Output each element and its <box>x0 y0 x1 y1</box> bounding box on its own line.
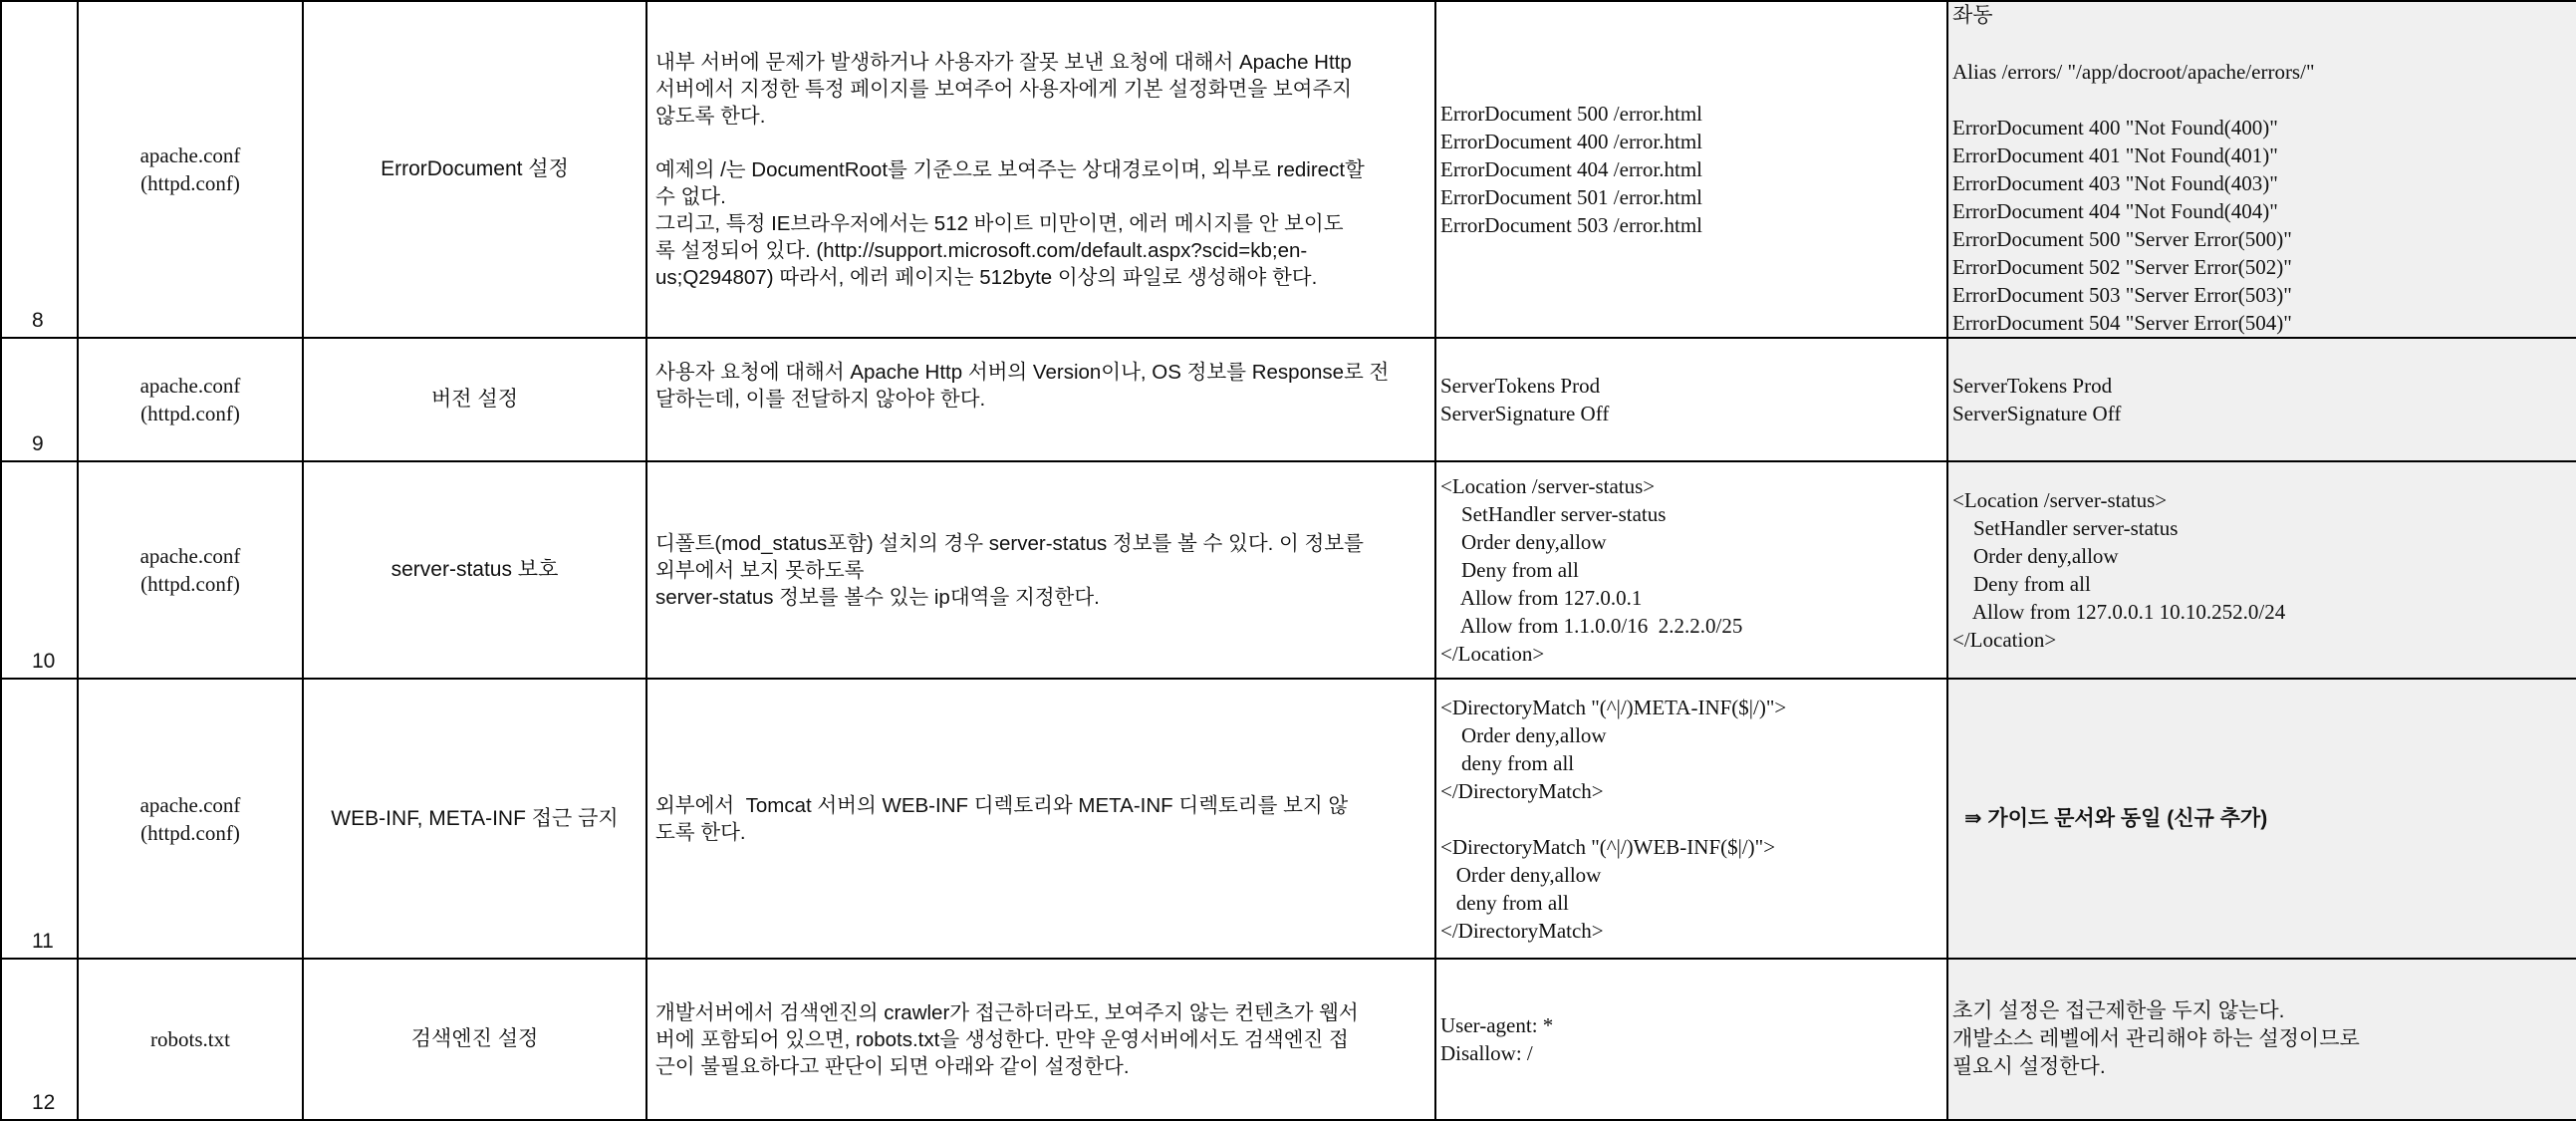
description-cell <box>646 1 1435 338</box>
current-line: Deny from all <box>1952 572 2091 596</box>
description-cell <box>646 679 1435 959</box>
config-file-line: apache.conf <box>139 143 241 167</box>
row-number: 10 <box>1 461 78 679</box>
guide-line: Order deny,allow <box>1440 722 1607 747</box>
guide-line: ErrorDocument 500 /error.html <box>1440 102 1703 126</box>
config-file-cell <box>78 959 303 1120</box>
guide-line: <Location /server-status> <box>1440 474 1656 498</box>
current-line: Alias /errors/ "/app/docroot/apache/errors/" <box>1952 60 2315 84</box>
description-line: 외부에서 보지 못하도록 <box>655 558 865 582</box>
same-as-guide-note: ⇛ 가이드 문서와 동일 (신규 추가) <box>1964 807 2268 830</box>
table-row <box>1 461 2576 679</box>
description-line: 않도록 한다. <box>655 104 766 128</box>
description-line: 달하는데, 이를 전달하지 않아야 한다. <box>655 388 986 411</box>
guide-line: Allow from 1.1.0.0/16 2.2.2.0/25 <box>1440 614 1743 638</box>
guide-line: ErrorDocument 400 /error.html <box>1440 130 1703 153</box>
description-line: server-status 정보를 볼수 있는 ip대역을 지정한다. <box>655 585 1100 609</box>
config-file-cell <box>78 679 303 959</box>
current-setting-cell <box>1947 338 2576 461</box>
description-line: 그리고, 특정 IE브라우저에서는 512 바이트 미만이면, 에러 메시지를 안 보이도 <box>655 211 1344 235</box>
guide-line: ServerTokens Prod <box>1440 374 1601 398</box>
config-file-line: (httpd.conf) <box>140 402 240 425</box>
description-line: 사용자 요청에 대해서 Apache Http 서버의 Version이나, OS 정보를 Response로 전 <box>655 361 1390 384</box>
config-file-cell <box>78 338 303 461</box>
guide-line: ErrorDocument 404 /error.html <box>1440 157 1703 181</box>
guide-line: </DirectoryMatch> <box>1440 778 1604 803</box>
current-setting-cell <box>1947 1 2576 338</box>
config-file-line: (httpd.conf) <box>140 572 240 596</box>
table-row <box>1 679 2576 959</box>
row-number: 9 <box>1 338 78 461</box>
description-line: 버에 포함되어 있으면, robots.txt을 생성한다. 만약 운영서버에서도 검색엔진 접 <box>655 1027 1349 1051</box>
current-line: 좌동 <box>1952 4 1993 27</box>
current-line: ErrorDocument 404 "Not Found(404)" <box>1952 199 2278 223</box>
guide-line: Disallow: / <box>1440 1041 1533 1065</box>
guide-line: </DirectoryMatch> <box>1440 918 1604 943</box>
guide-line: ServerSignature Off <box>1440 402 1610 425</box>
current-line: ErrorDocument 502 "Server Error(502)" <box>1952 255 2292 279</box>
config-file-line: apache.conf <box>139 544 241 568</box>
current-line: 필요시 설정한다. <box>1952 1055 2106 1078</box>
setting-title: WEB-INF, META-INF 접근 금지 <box>303 679 646 959</box>
current-line: 초기 설정은 접근제한을 두지 않는다. <box>1952 999 2285 1022</box>
setting-title: 검색엔진 설정 <box>303 959 646 1120</box>
guide-line: deny from all <box>1440 890 1569 915</box>
guide-line: </Location> <box>1440 642 1545 666</box>
description-line <box>655 130 1426 156</box>
config-file-line: apache.conf <box>139 792 241 817</box>
row-number: 11 <box>1 679 78 959</box>
description-line: 개발서버에서 검색엔진의 crawler가 접근하더라도, 보여주지 않는 컨텐츠가 웹서 <box>655 1000 1359 1024</box>
current-line <box>1952 86 2572 114</box>
description-line: 외부에서 Tomcat 서버의 WEB-INF 디렉토리와 META-INF 디렉토리를 보지 않 <box>655 793 1349 817</box>
guide-setting-cell <box>1435 338 1947 461</box>
config-file-line: (httpd.conf) <box>140 820 240 845</box>
current-setting-cell <box>1947 959 2576 1120</box>
guide-line: <DirectoryMatch "(^|/)META-INF($|/)"> <box>1440 695 1787 719</box>
guide-setting-cell <box>1435 1 1947 338</box>
guide-line: SetHandler server-status <box>1440 502 1667 526</box>
current-setting-cell <box>1947 461 2576 679</box>
table-row <box>1 338 2576 461</box>
guide-line: User-agent: * <box>1440 1013 1554 1037</box>
guide-setting-cell <box>1435 679 1947 959</box>
setting-title: ErrorDocument 설정 <box>303 1 646 338</box>
description-line: 디폴트(mod_status포함) 설치의 경우 server-status 정보를 볼 수 있다. 이 정보를 <box>655 531 1364 555</box>
description-line: us;Q294807) 따라서, 에러 페이지는 512byte 이상의 파일로 생성해야 한다. <box>655 265 1318 289</box>
current-line: ErrorDocument 504 "Server Error(504)" <box>1952 311 2292 335</box>
description-cell <box>646 338 1435 461</box>
config-file-cell <box>78 1 303 338</box>
config-file-line: robots.txt <box>150 1027 230 1051</box>
guide-line: Deny from all <box>1440 558 1579 582</box>
guide-line: Order deny,allow <box>1440 530 1607 554</box>
guide-line: ErrorDocument 501 /error.html <box>1440 185 1703 209</box>
table-row <box>1 959 2576 1120</box>
guide-setting-cell <box>1435 461 1947 679</box>
guide-line: Order deny,allow <box>1440 862 1602 887</box>
current-line: ErrorDocument 500 "Server Error(500)" <box>1952 227 2292 251</box>
description-line: 록 설정되어 있다. (http://support.microsoft.com/default.aspx?scid=kb;en- <box>655 238 1308 262</box>
config-file-line: (httpd.conf) <box>140 171 240 195</box>
setting-title: 버전 설정 <box>303 338 646 461</box>
config-file-cell <box>78 461 303 679</box>
description-line: 내부 서버에 문제가 발생하거나 사용자가 잘못 보낸 요청에 대해서 Apache Http <box>655 50 1352 74</box>
guide-line: deny from all <box>1440 750 1575 775</box>
guide-line: <DirectoryMatch "(^|/)WEB-INF($|/)"> <box>1440 834 1776 859</box>
description-line: 예제의 /는 DocumentRoot를 기준으로 보여주는 상대경로이며, 외부로 redirect할 <box>655 157 1365 181</box>
guide-line <box>1440 805 1942 833</box>
description-line: 서버에서 지정한 특정 페이지를 보여주어 사용자에게 기본 설정화면을 보여주지 <box>655 77 1353 101</box>
guide-setting-cell <box>1435 959 1947 1120</box>
description-cell <box>646 461 1435 679</box>
current-line: ErrorDocument 403 "Not Found(403)" <box>1952 171 2278 195</box>
current-line: <Location /server-status> <box>1952 488 2168 512</box>
current-line: Order deny,allow <box>1952 544 2119 568</box>
description-line: 수 없다. <box>655 184 726 208</box>
current-line: ServerTokens Prod <box>1952 374 2113 398</box>
row-number: 8 <box>1 1 78 338</box>
current-line: </Location> <box>1952 628 2057 652</box>
description-line: 근이 불필요하다고 판단이 되면 아래와 같이 설정한다. <box>655 1054 1130 1078</box>
setting-title: server-status 보호 <box>303 461 646 679</box>
current-line: ErrorDocument 503 "Server Error(503)" <box>1952 283 2292 307</box>
config-file-line: apache.conf <box>139 374 241 398</box>
current-setting-cell <box>1947 679 2576 959</box>
description-line: 도록 한다. <box>655 820 746 844</box>
table-row <box>1 1 2576 338</box>
row-number: 12 <box>1 959 78 1120</box>
current-line: ErrorDocument 401 "Not Found(401)" <box>1952 143 2278 167</box>
guide-line: ErrorDocument 503 /error.html <box>1440 213 1703 237</box>
current-line: SetHandler server-status <box>1952 516 2179 540</box>
guide-line: Allow from 127.0.0.1 <box>1440 586 1643 610</box>
current-line: Allow from 127.0.0.1 10.10.252.0/24 <box>1952 600 2286 624</box>
current-line: ErrorDocument 400 "Not Found(400)" <box>1952 116 2278 140</box>
current-line: ServerSignature Off <box>1952 402 2122 425</box>
current-line: 개발소스 레벨에서 관리해야 하는 설정이므로 <box>1952 1027 2360 1050</box>
current-line <box>1952 30 2572 58</box>
description-cell <box>646 959 1435 1120</box>
